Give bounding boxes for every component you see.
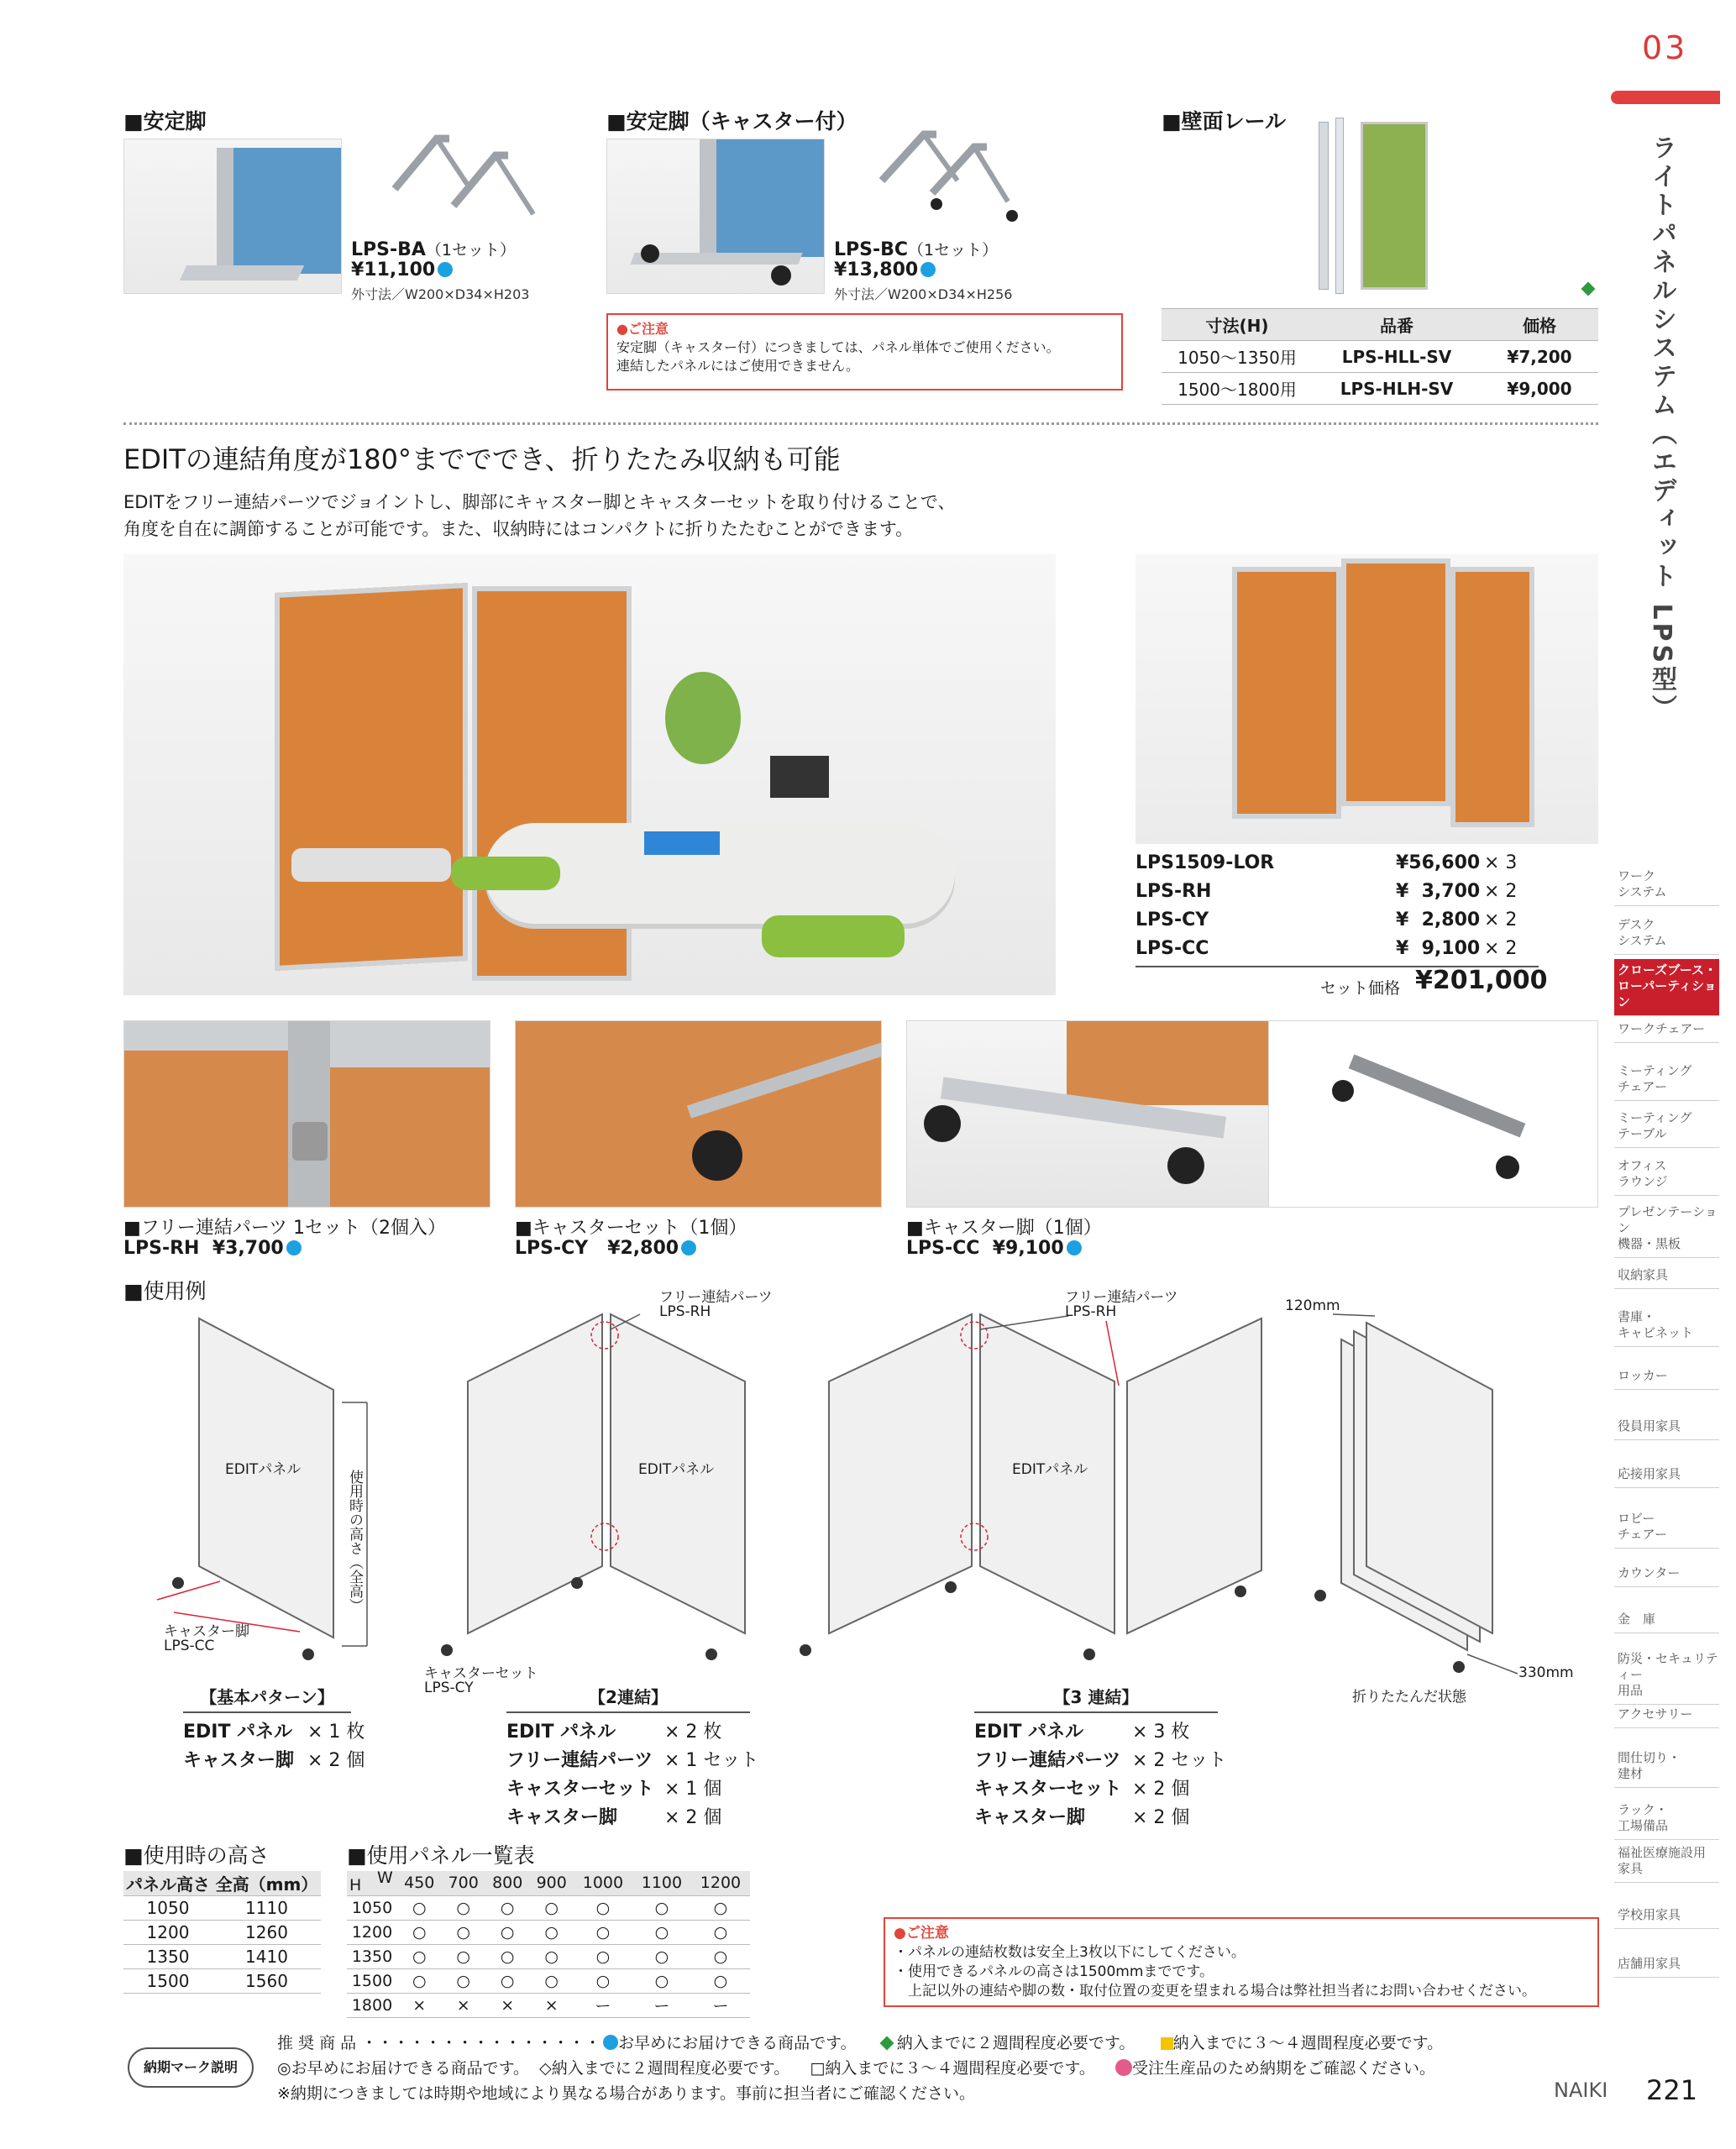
side-nav-item[interactable]: 収納家具 (1614, 1264, 1719, 1289)
side-nav-item[interactable]: ラック・ 工場備品 (1614, 1799, 1719, 1840)
caster-leg-code-label: LPS-CC (164, 1638, 215, 1654)
set-price-label: セット価格 (1320, 979, 1401, 998)
side-nav-item[interactable]: デスク システム (1614, 914, 1719, 955)
caster-set-label: キャスターセット (424, 1665, 538, 1682)
side-nav-item[interactable]: ミーティング テーブル (1614, 1107, 1719, 1148)
pattern-basic-list (183, 1717, 368, 1774)
side-nav-item[interactable]: 書庫・ キャビネット (1614, 1306, 1719, 1347)
list-item: フリー連結パーツ × 1 セット (506, 1750, 759, 1771)
free-joint-code-label-1: LPS-RH (659, 1303, 711, 1320)
caster-set-name: ■キャスターセット（1個） (515, 1218, 747, 1239)
pattern-three-list (974, 1717, 1251, 1832)
table-row: 1500 ○ ○ ○ ○ ○ ○ ○ (347, 1968, 750, 1993)
quick-delivery-dot-icon (681, 1240, 696, 1255)
quick-delivery-dot-icon (1067, 1240, 1082, 1255)
table-row: 1350 ○ ○ ○ ○ ○ ○ ○ (347, 1944, 750, 1968)
edit-scene-photo (123, 554, 1056, 995)
table-row: 1800 × × × × ー ー ー (347, 1993, 750, 2017)
side-nav-item[interactable]: ワーク システム (1614, 865, 1719, 906)
usage-heading: ■使用例 (123, 1279, 207, 1303)
wall-rail-table: 寸法(H) 品番 価格 1050～1350用 LPS-HLL-SV ¥7,200 1500～1800用 LPS-HLH-SV ¥9,000 (1162, 308, 1598, 405)
section-divider (123, 422, 1598, 425)
list-item: キャスターセット × 2 個 (974, 1779, 1190, 1800)
side-nav-item[interactable]: オフィス ラウンジ (1614, 1155, 1719, 1196)
caster-leg-note: ●ご注意 安定脚（キャスター付）につきましては、パネル単体でご使用ください。 連結したパネルにはご使用できません。 (606, 313, 1123, 390)
panel-table-heading: ■使用パネル一覧表 (347, 1843, 535, 1868)
table-row: 1050 ○ ○ ○ ○ ○ ○ ○ (347, 1895, 750, 1920)
list-item: LPS-CC ¥ 9,100 × 2 (1135, 938, 1518, 959)
footer-brand: NAIKI (1554, 2078, 1608, 2102)
legend-line3: ※納期につきましては時期や地域により異なる場合があります。事前に担当者にご確認ください。 (277, 2084, 976, 2103)
table-row: 1500 1560 (123, 1969, 321, 1994)
free-joint-label-2: フリー連結パーツ (1065, 1289, 1178, 1306)
side-nav-item[interactable]: ロビー チェアー (1614, 1507, 1719, 1549)
table-row: 1200 1260 (123, 1921, 321, 1945)
pattern-two-list (506, 1717, 784, 1832)
list-item: フリー連結パーツ × 2 セット (974, 1750, 1227, 1771)
list-item: LPS-CY ¥ 2,800 × 2 (1135, 909, 1518, 930)
caster-leg-code-price: LPS-CC ¥9,100 (906, 1238, 1082, 1259)
stable-leg-photo (123, 139, 342, 294)
edit-set-photo (1135, 554, 1598, 844)
dim-330-label: 330mm (1518, 1664, 1574, 1681)
side-nav-item[interactable]: ロッカー (1614, 1365, 1719, 1390)
table-row: 1350 1410 (123, 1945, 321, 1969)
table-row: 1050～1350用 LPS-HLL-SV ¥7,200 (1162, 341, 1598, 373)
edit-desc-line2: 角度を自在に調節することが可能です。また、収納時にはコンパクトに折りたたむことができます。 (123, 519, 914, 539)
two-week-delivery-diamond-icon (1581, 282, 1596, 296)
height-table-heading: ■使用時の高さ (123, 1843, 270, 1868)
height-dimension-label: 使用時の高さ（全高） (346, 1470, 363, 1612)
free-joint-code-price: LPS-RH ¥3,700 (123, 1238, 302, 1259)
side-nav-item[interactable]: 役員用家具 (1614, 1415, 1719, 1440)
edit-panel-label-3: EDITパネル (1012, 1461, 1088, 1478)
side-nav-item[interactable]: 間仕切り・ 建材 (1614, 1747, 1719, 1788)
free-joint-label-1: フリー連結パーツ (659, 1289, 773, 1306)
pattern-two-title: 【2連結】 (506, 1684, 750, 1713)
edit-panel-label-2: EDITパネル (638, 1461, 715, 1478)
stable-leg-heading: ■安定脚 (123, 109, 207, 134)
free-joint-photo (123, 1020, 490, 1208)
folded-label: 折りたたんだ状態 (1352, 1689, 1466, 1706)
caster-leg-product-photo (1268, 1020, 1598, 1208)
side-nav-item[interactable]: 防災・セキュリティー 用品 (1614, 1648, 1719, 1705)
side-title: ライトパネルシステム（エディット LPS型） (1647, 134, 1676, 724)
yellow-square-icon (1161, 2037, 1173, 2050)
side-nav-item[interactable]: 応接用家具 (1614, 1463, 1719, 1488)
delivery-legend-badge: 納期マーク説明 (128, 2047, 254, 2088)
list-item: LPS-RH ¥ 3,700 × 2 (1135, 881, 1518, 902)
page-chapter-number: 03 (1642, 29, 1688, 66)
caster-leg-label: キャスター脚 (164, 1623, 249, 1640)
list-item: キャスター脚 × 2 個 (183, 1750, 365, 1771)
caster-stable-leg-dims: 外寸法／W200×D34×H256 (834, 286, 1013, 302)
caster-leg-name: ■キャスター脚（1個） (906, 1218, 1102, 1239)
edit-title: EDITの連結角度が180°までででき、折りたたみ収納も可能 (123, 443, 841, 475)
table-row: 1050 1110 (123, 1896, 321, 1921)
caster-stable-leg-product-image (873, 122, 1041, 231)
quick-delivery-dot-icon (286, 1240, 302, 1255)
caster-stable-leg-photo (606, 139, 825, 294)
table-row: 1200 ○ ○ ○ ○ ○ ○ ○ (347, 1920, 750, 1944)
list-item: EDIT パネル × 1 枚 (183, 1722, 365, 1743)
blue-dot-icon (603, 2035, 618, 2050)
pattern-three-title: 【3 連結】 (974, 1684, 1218, 1713)
free-joint-name: ■フリー連結パーツ 1セット（2個入） (123, 1218, 447, 1239)
dim-120-label: 120mm (1285, 1297, 1340, 1314)
pattern-basic-title: 【基本パターン】 (183, 1684, 351, 1713)
list-item: EDIT パネル × 3 枚 (974, 1722, 1190, 1743)
caster-set-photo (515, 1020, 882, 1208)
list-item: キャスター脚 × 2 個 (974, 1807, 1190, 1828)
side-nav-item[interactable]: アクセサリー (1614, 1703, 1719, 1728)
side-nav-item[interactable]: 店舗用家具 (1614, 1952, 1719, 1978)
stable-leg-code: LPS-BA（1セット） (351, 239, 517, 260)
side-nav-item[interactable]: クローズブース・ ローパーティション (1614, 959, 1719, 1016)
chapter-tab-bar (1611, 91, 1720, 104)
caster-stable-leg-heading: ■安定脚（キャスター付） (606, 109, 858, 134)
stable-leg-price: ¥11,100 (351, 259, 453, 280)
caster-set-code-price: LPS-CY ¥2,800 (515, 1238, 696, 1259)
wall-rail-heading: ■壁面レール (1162, 109, 1287, 134)
edit-panel-label-1: EDITパネル (225, 1461, 302, 1478)
list-item: EDIT パネル × 2 枚 (506, 1722, 722, 1743)
table-row: 1500～1800用 LPS-HLH-SV ¥9,000 (1162, 373, 1598, 405)
list-item: LPS1509-LOR ¥56,600 × 3 (1135, 852, 1518, 873)
list-item: キャスターセット × 1 個 (506, 1779, 722, 1800)
list-item: キャスター脚 × 2 個 (506, 1807, 722, 1828)
panel-table: H W 450 700 800 900 1000 1100 1200 1050 ○ ○ ○ ○ ○ ○ ○ 1200 ○ ○ ○ ○ ○ ○ ○ 1350 ○ ○ ○ ○ ○ ○ ○ 1500 ○ ○ ○ ○ ○ ○ ○ 1800 × × × × ー ー ー (347, 1871, 750, 2018)
free-joint-code-label-2: LPS-RH (1065, 1303, 1117, 1320)
caster-leg-photo (906, 1020, 1273, 1208)
footer-page-number: 221 (1646, 2074, 1698, 2106)
stable-leg-dims: 外寸法／W200×D34×H203 (351, 286, 530, 302)
caster-stable-leg-code: LPS-BC（1セット） (834, 239, 999, 260)
legend-line1: 推 奨 商 品 ・・・・・・・・・・・・・・・ お早めにお届けできる商品です。 納入までに２週間程度必要です。 納入までに３～４週間程度必要です。 (277, 2034, 1444, 2052)
edit-desc-line1: EDITをフリー連結パーツでジョイントし、脚部にキャスター脚とキャスターセットを取り付けることで、 (123, 492, 956, 512)
quick-delivery-dot-icon (920, 262, 936, 277)
side-nav-item[interactable]: 金 庫 (1614, 1608, 1719, 1633)
connection-note: ●ご注意 ・パネルの連結枚数は安全上3枚以下にしてください。 ・使用できるパネルの高さは1500mmまでです。 上記以外の連結や脚の数・取付位置の変更を望まれる場合は弊社担当者にお問い合わせください。 (884, 1917, 1599, 2007)
green-diamond-icon (879, 2036, 894, 2051)
side-nav-item[interactable]: ワークチェアー (1614, 1018, 1719, 1043)
side-nav-item[interactable]: 学校用家具 (1614, 1904, 1719, 1929)
height-table: パネル高さ 全高（mm） 1050 1110 1200 1260 1350 1410 1500 1560 (123, 1871, 321, 1994)
legend-line2: ◎お早めにお届けできる商品です。 ◇納入までに２週間程度必要です。 □納入までに３～４週間程度必要です。 受注生産品のため納期をご確認ください。 (277, 2059, 1436, 2078)
stable-leg-product-image (386, 122, 554, 231)
side-nav-item[interactable]: プレゼンテーション 機器・黒板 (1614, 1201, 1719, 1258)
made-to-order-icon (1115, 2059, 1132, 2076)
caster-stable-leg-price: ¥13,800 (834, 259, 936, 280)
side-nav-item[interactable]: カウンター (1614, 1562, 1719, 1587)
set-price-list (1135, 852, 1598, 967)
side-nav-item[interactable]: ミーティング チェアー (1614, 1060, 1719, 1101)
side-nav-item[interactable]: 福祉医療施設用 家具 (1614, 1842, 1719, 1883)
caster-set-code-label: LPS-CY (424, 1680, 474, 1696)
set-price-value: ¥201,000 (1415, 966, 1548, 995)
wall-rail-photo (1310, 118, 1436, 298)
quick-delivery-dot-icon (438, 262, 453, 277)
